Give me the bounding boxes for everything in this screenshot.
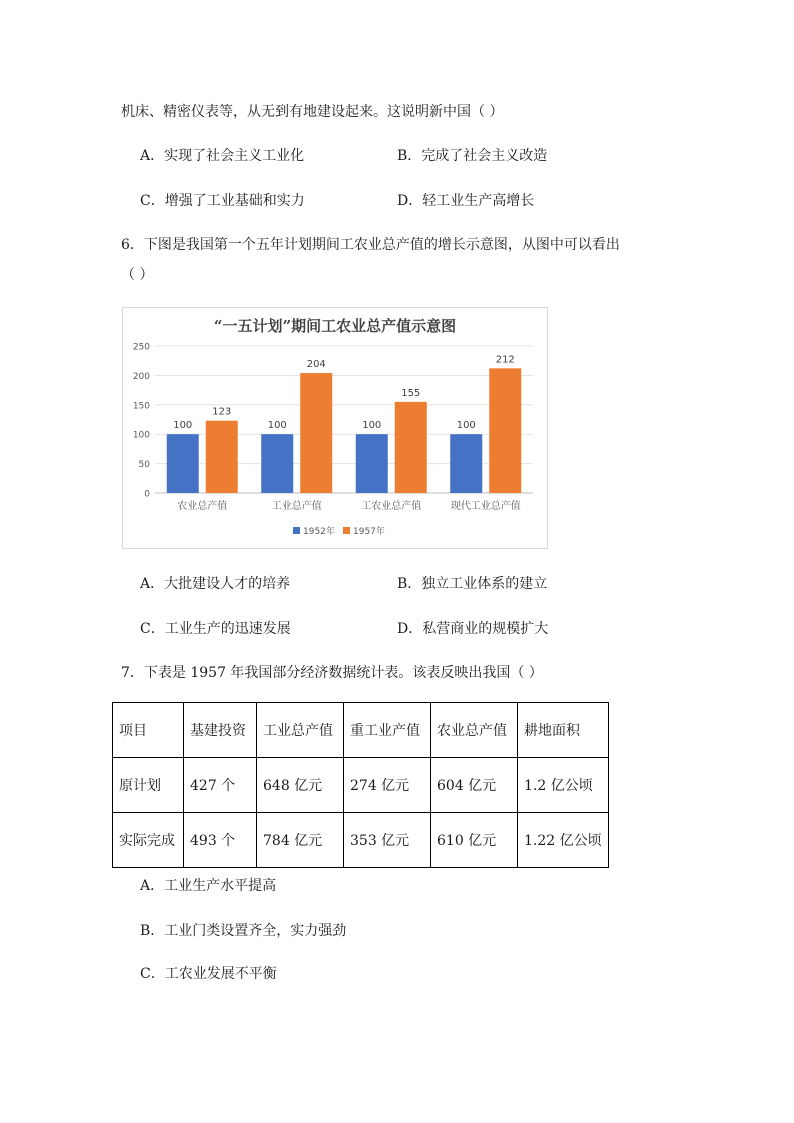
q6-option-b: B．独立工业体系的建立	[397, 576, 548, 592]
q5-option-c: C．增强了工业基础和实力	[140, 193, 305, 209]
bar	[167, 434, 199, 493]
table-cell: 1.2 亿公顷	[518, 758, 609, 813]
table-header-cell: 耕地面积	[518, 703, 609, 758]
data-label: 155	[401, 387, 421, 399]
table-cell: 648 亿元	[257, 758, 344, 813]
table-cell: 原计划	[113, 758, 184, 813]
bar	[489, 368, 521, 493]
table-header-cell: 重工业产值	[344, 703, 431, 758]
table-cell: 784 亿元	[257, 813, 344, 868]
bar	[261, 434, 293, 493]
q7-stem: 7．下表是 1957 年我国部分经济数据统计表。该表反映出我国（ ）	[121, 665, 543, 681]
chart-plot	[123, 308, 547, 548]
y-tick-label: 150	[132, 401, 150, 412]
q7-option-a: A．工业生产水平提高	[140, 878, 277, 894]
y-tick-label: 50	[138, 460, 150, 471]
y-tick-label: 0	[144, 489, 150, 500]
data-label: 123	[212, 406, 232, 418]
q6-answer-paren: （ ）	[121, 267, 154, 283]
bar-chart	[122, 307, 548, 549]
x-tick-label: 工农业总产值	[361, 501, 422, 512]
y-tick-label: 200	[132, 371, 150, 382]
table-cell: 493 个	[184, 813, 257, 868]
data-label: 100	[362, 420, 382, 432]
y-tick-label: 100	[132, 430, 150, 441]
q6-option-a: A．大批建设人才的培养	[140, 576, 291, 592]
legend-label: 1952年	[303, 527, 335, 537]
table-header-cell: 基建投资	[184, 703, 257, 758]
q5-option-d: D．轻工业生产高增长	[397, 193, 535, 209]
data-label: 212	[495, 354, 515, 366]
table-cell: 604 亿元	[431, 758, 518, 813]
table-cell: 274 亿元	[344, 758, 431, 813]
table-cell: 实际完成	[113, 813, 184, 868]
table-cell: 1.22 亿公顷	[518, 813, 609, 868]
bar	[356, 434, 388, 493]
q6-stem: 6．下图是我国第一个五年计划期间工农业总产值的增长示意图，从图中可以看出	[121, 237, 620, 253]
bar	[395, 402, 427, 493]
q7-option-c: C．工农业发展不平衡	[140, 966, 277, 982]
data-label: 204	[306, 359, 326, 371]
q5-stem: 机床、精密仪表等，从无到有地建设起来。这说明新中国（ ）	[121, 104, 504, 120]
q6-option-d: D．私营商业的规模扩大	[397, 621, 549, 637]
bar	[300, 373, 332, 493]
table-header-row	[113, 703, 609, 758]
legend-swatch	[293, 527, 300, 534]
x-tick-label: 工业总产值	[271, 501, 322, 512]
data-label: 100	[173, 420, 193, 432]
legend-swatch	[343, 527, 350, 534]
q5-option-b: B．完成了社会主义改造	[397, 148, 548, 164]
q7-option-b: B．工业门类设置齐全，实力强劲	[140, 923, 347, 939]
table-header-cell: 项目	[113, 703, 184, 758]
x-tick-label: 现代工业总产值	[450, 501, 521, 512]
table-header-cell: 农业总产值	[431, 703, 518, 758]
table-row	[113, 813, 609, 868]
table-cell: 427 个	[184, 758, 257, 813]
bar	[206, 421, 238, 493]
legend-label: 1957年	[353, 527, 385, 537]
table-header-cell: 工业总产值	[257, 703, 344, 758]
table-row	[113, 758, 609, 813]
x-tick-label: 农业总产值	[177, 501, 228, 512]
q6-option-c: C．工业生产的迅速发展	[140, 621, 291, 637]
y-tick-label: 250	[132, 342, 150, 353]
chart-title: “一五计划”期间工农业总产值示意图	[213, 317, 457, 335]
table-cell: 610 亿元	[431, 813, 518, 868]
data-label: 100	[267, 420, 287, 432]
bar	[450, 434, 482, 493]
data-label: 100	[456, 420, 476, 432]
q5-option-a: A．实现了社会主义工业化	[140, 148, 305, 164]
economic-data-table	[112, 702, 609, 868]
table-cell: 353 亿元	[344, 813, 431, 868]
